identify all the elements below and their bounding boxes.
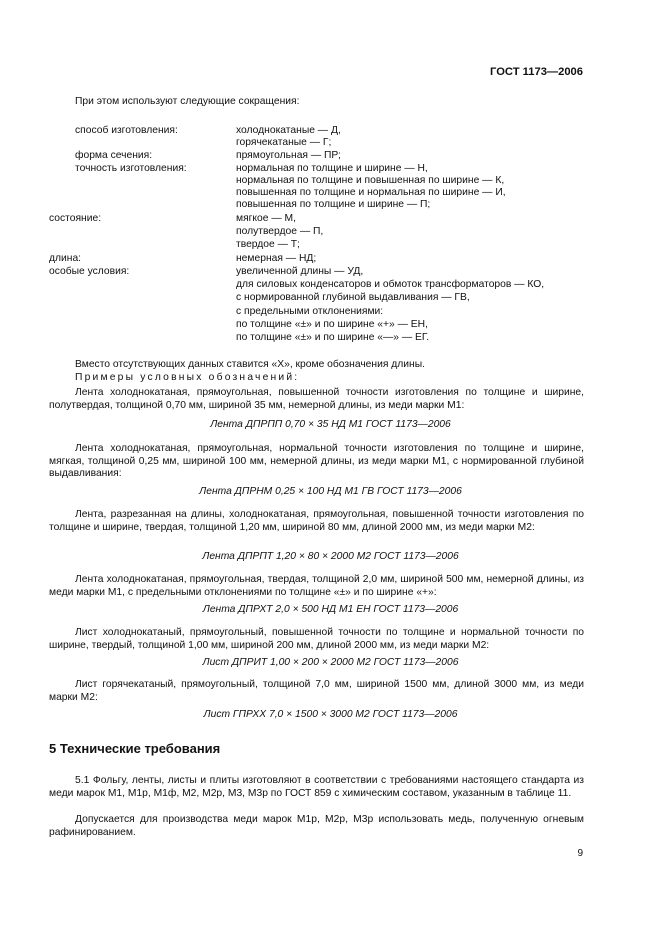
abbr-value: нормальная по толщине и повышенная по ширине — К, xyxy=(236,175,505,186)
document-header: ГОСТ 1173—2006 xyxy=(490,66,583,78)
abbr-label: форма сечения: xyxy=(75,150,153,161)
abbr-label: способ изготовления: xyxy=(75,125,178,136)
abbr-value: прямоугольная — ПР; xyxy=(236,150,341,161)
example-text: Лист холоднокатаный, прямоугольный, повышенной точности по толщине и нормальной точности по ширине, твердый, толщиной 1,00 мм, шириной 200 мм, длиной 2000 мм, из меди марки М2: xyxy=(49,627,584,651)
abbr-value: для силовых конденсаторов и обмоток трансформаторов — КО, xyxy=(236,279,545,290)
section-paragraph: Допускается для производства меди марок М1р, М2р, М3р использовать медь, полученную огневым рафинированием. xyxy=(49,814,584,838)
abbr-value: повышенная по толщине и ширине — П; xyxy=(236,199,431,210)
example-text: Лист горячекатаный, прямоугольный, толщиной 7,0 мм, шириной 1500 мм, длиной 3000 мм, из меди марки М2: xyxy=(49,679,584,703)
abbr-label: состояние: xyxy=(49,213,102,224)
abbr-value: с предельными отклонениями: xyxy=(236,306,384,317)
abbr-value: увеличенной длины — УД, xyxy=(236,266,364,277)
example-text: Лента холоднокатаная, прямоугольная, твердая, толщиной 2,0 мм, шириной 500 мм, немерной длины, из меди марки М1, с предельными отклонениями по толщине «±» и по ширине «+»: xyxy=(49,574,584,598)
section-heading: 5 Технические требования xyxy=(49,741,221,756)
abbr-value: по толщине «±» и по ширине «—» — ЕГ. xyxy=(236,332,430,343)
abbr-value: нормальная по толщине и ширине — Н, xyxy=(236,163,428,174)
abbr-label: особые условия: xyxy=(49,266,130,277)
example-designation: Лента ДПРНМ 0,25 × 100 НД М1 ГВ ГОСТ 1173—2006 xyxy=(199,486,462,497)
abbr-value: полутвердое — П, xyxy=(236,226,324,237)
abbr-value: горячекатаные — Г; xyxy=(236,137,332,148)
example-text: Лента холоднокатаная, прямоугольная, повышенной точности изготовления по толщине и ширине, полутвердая, толщиной 0,70 мм, шириной 35 мм, немерной длины, из меди марки М1: xyxy=(49,387,584,411)
abbr-value: с нормированной глубиной выдавливания — ГВ, xyxy=(236,292,470,303)
abbr-value: повышенная по толщине и нормальная по ширине — И, xyxy=(236,187,506,198)
example-text: Лента холоднокатаная, прямоугольная, нормальной точности изготовления по толщине и ширине, мягкая, толщиной 0,25 мм, шириной 100 мм, немерной длины, из меди марки М1, с нормированной глубиной выдавливания: xyxy=(49,443,584,480)
intro-text: При этом используют следующие сокращения: xyxy=(75,96,300,107)
example-designation: Лента ДПРПТ 1,20 × 80 × 2000 М2 ГОСТ 1173—2006 xyxy=(202,551,459,562)
example-designation: Лента ДПРПП 0,70 × 35 НД М1 ГОСТ 1173—2006 xyxy=(210,419,451,430)
abbr-value: по толщине «±» и по ширине «+» — ЕН, xyxy=(236,319,428,330)
example-designation: Лента ДПРХТ 2,0 × 500 НД М1 ЕН ГОСТ 1173—2006 xyxy=(202,604,459,615)
example-text: Лента, разрезанная на длины, холоднокатаная, прямоугольная, повышенной точности изготовления по толщине и ширине, твердая, толщиной 1,20 мм, шириной 80 мм, длиной 2000 мм, из меди марки М2: xyxy=(49,509,584,533)
abbr-value: мягкое — М, xyxy=(236,213,296,224)
page-number: 9 xyxy=(577,848,583,859)
example-designation: Лист ДПРИТ 1,00 × 200 × 2000 М2 ГОСТ 1173—2006 xyxy=(202,657,459,668)
abbr-label: длина: xyxy=(49,253,82,264)
abbr-value: твердое — Т; xyxy=(236,239,300,250)
abbr-value: немерная — НД; xyxy=(236,253,317,264)
example-designation: Лист ГПРХХ 7,0 × 1500 × 3000 М2 ГОСТ 1173—2006 xyxy=(203,709,458,720)
note-text: Вместо отсутствующих данных ставится «Х», кроме обозначения длины. xyxy=(75,359,425,370)
examples-heading: Примеры условных обозначений: xyxy=(75,372,300,383)
abbr-value: холоднокатаные — Д, xyxy=(236,125,341,136)
abbr-label: точность изготовления: xyxy=(75,163,187,174)
section-paragraph: 5.1 Фольгу, ленты, листы и плиты изготовляют в соответствии с требованиями настоящего стандарта из меди марок М1, М1р, М1ф, М2, М2р, М3, М3р по ГОСТ 859 с химическим составом, указанным в таблице 11. xyxy=(49,775,584,799)
